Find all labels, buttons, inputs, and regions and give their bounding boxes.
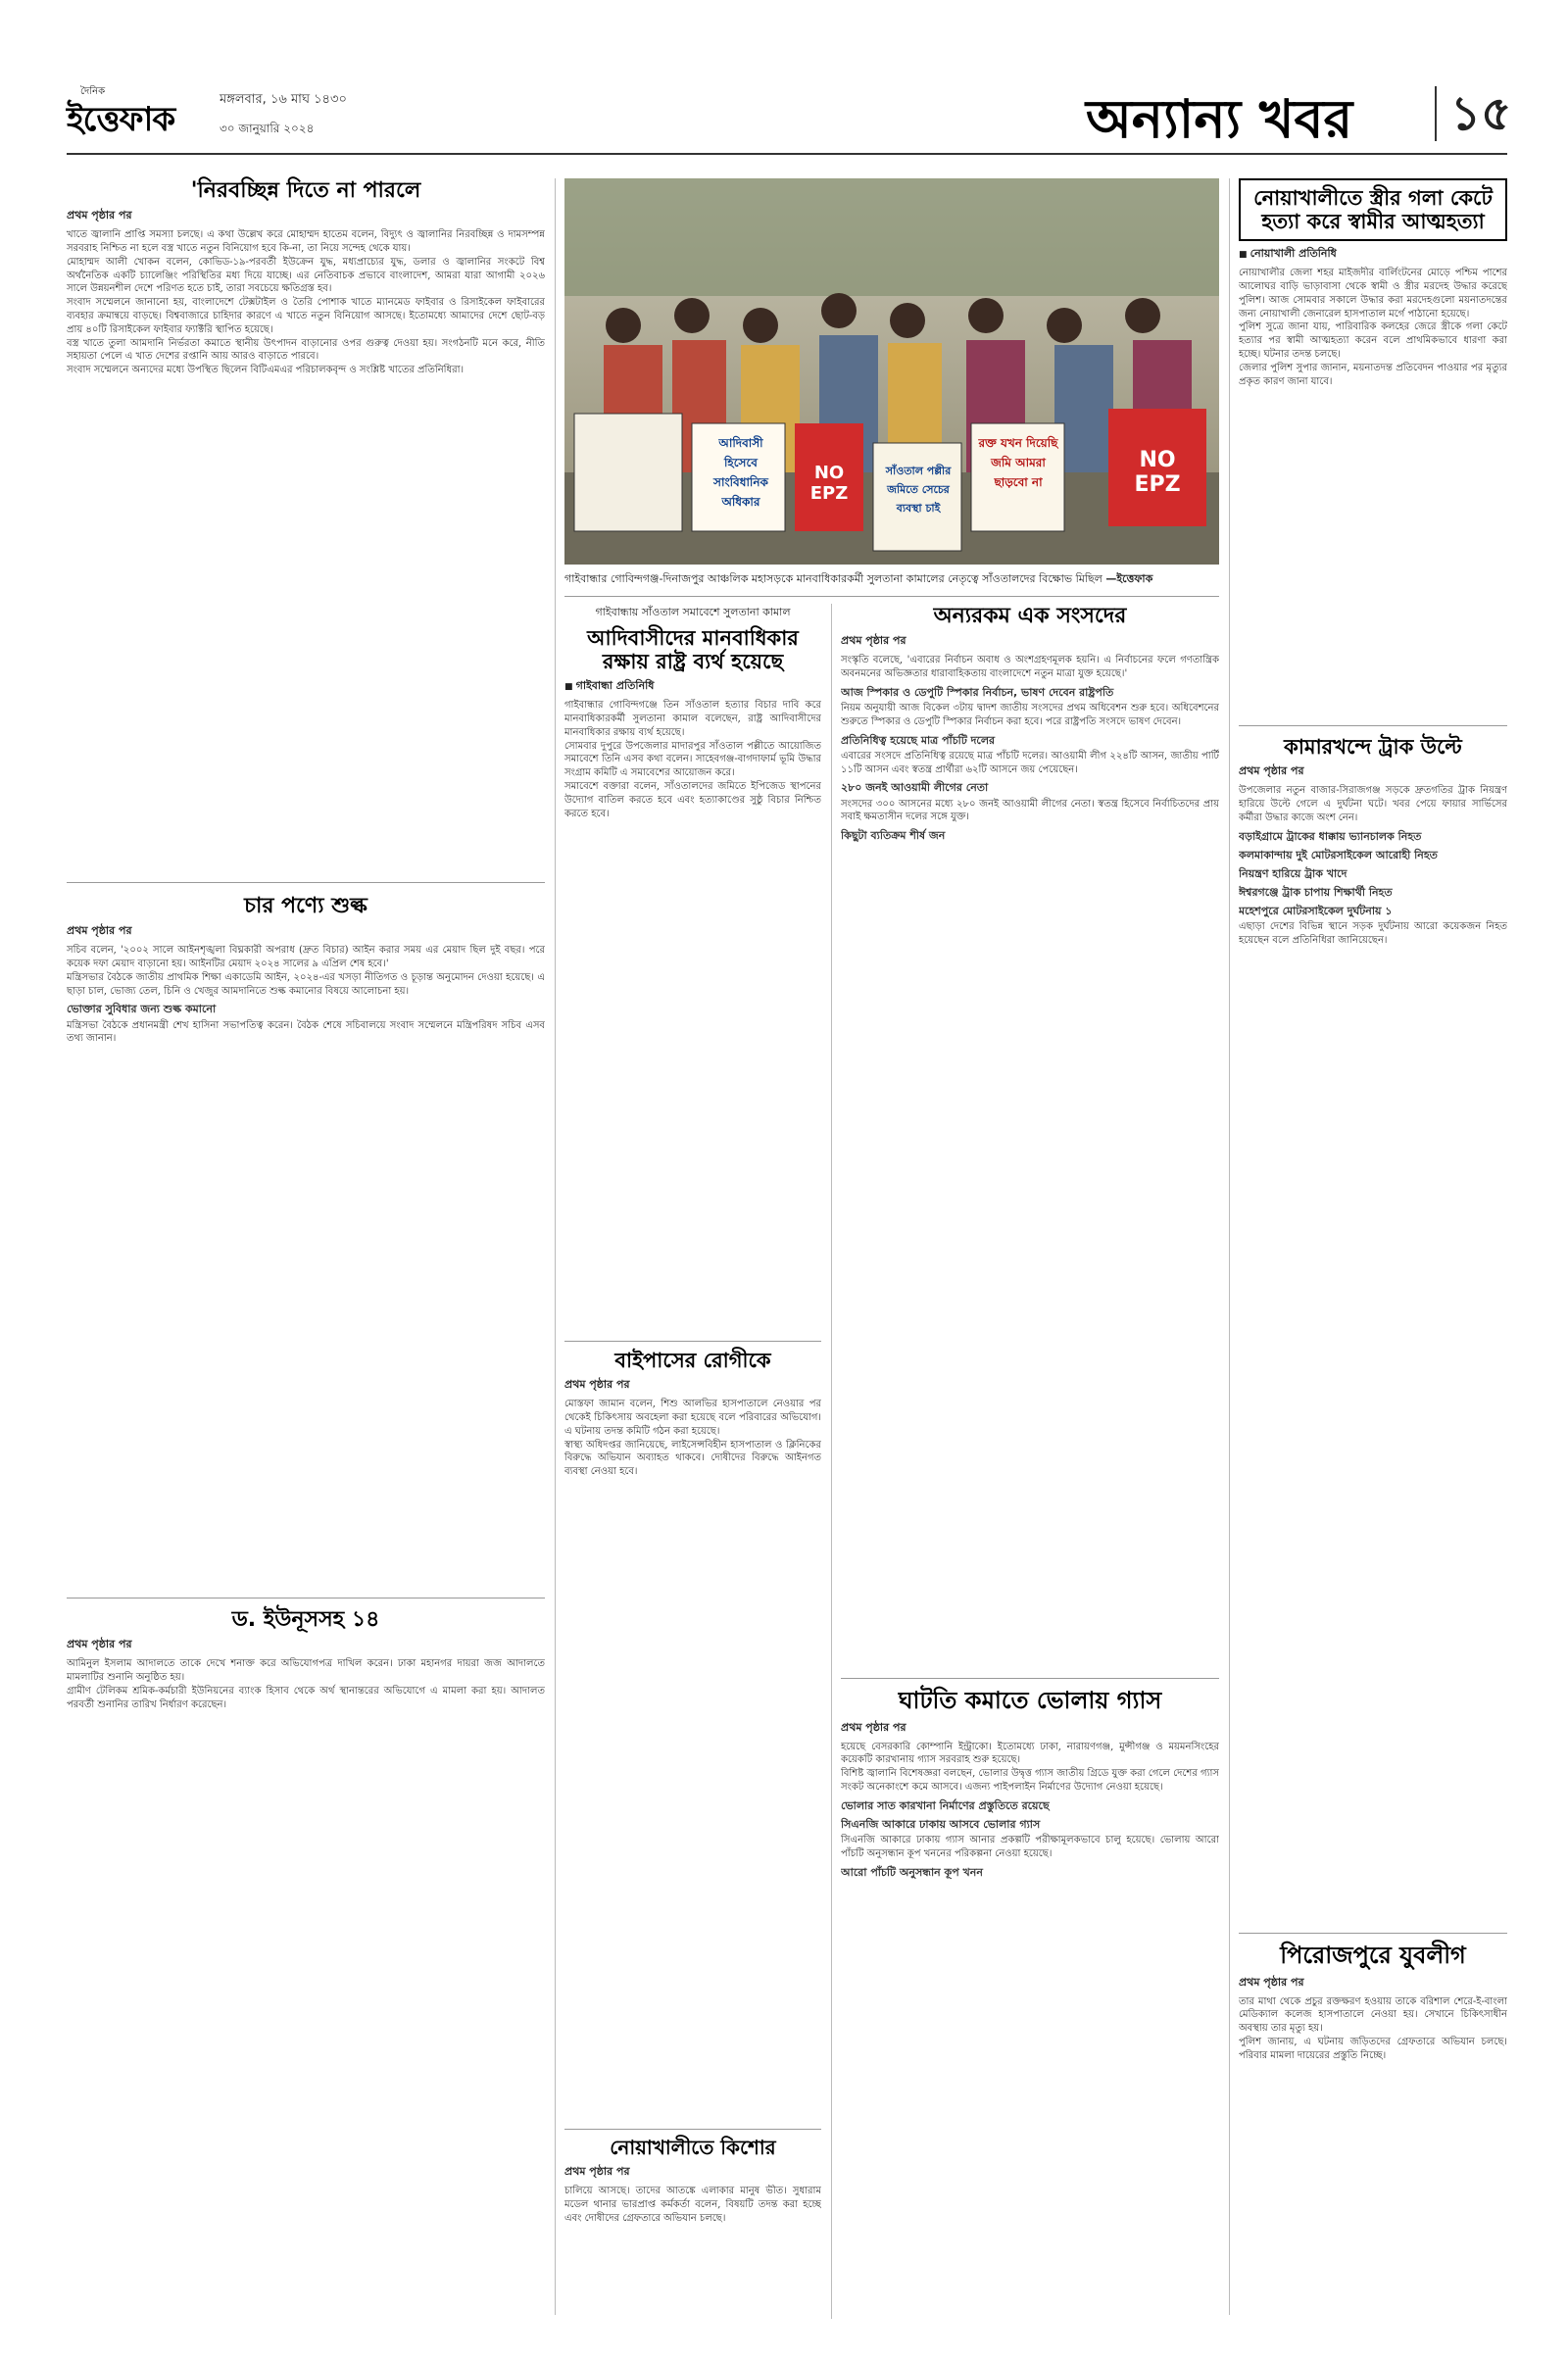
page-number: ১৫	[1450, 86, 1512, 141]
separator	[1239, 1933, 1507, 1934]
paragraph: নোয়াখালীর জেলা শহর মাইজদীর বার্লিংটনের মোড়ে পশ্চিম পাশের আলোঘর বাড়ি ভাড়াবাসা থেকে স্বামী ও স্ত্রীর মরদেহ উদ্ধার করেছে পুলিশ। আজ সোমবার সকালে উদ্ধার করা মরদেহগুলো ময়নাতদন্তের জন্য নোয়াখালী জেনারেল হাসপাতাল মর্গে পাঠানো হয়েছে।	[1239, 268, 1507, 320]
column-rule	[1229, 178, 1230, 2315]
continued-label: প্রথম পৃষ্ঠার পর	[67, 1638, 132, 1651]
paragraph: সোমবার দুপুরে উপজেলার মাদারপুর সাঁওতাল পল্লীতে আয়োজিত সমাবেশে তিনি এসব কথা বলেন। সাহেবগঞ্জ-বাগদাফার্ম ভূমি উদ্ধার সংগ্রাম কমিটি এ সমাবেশের আয়োজন করে।	[564, 740, 821, 779]
continued-label: প্রথম পৃষ্ঠার পর	[1239, 1975, 1304, 1989]
logo-small-text: দৈনিক	[80, 86, 106, 97]
banner-text: আদিবাসী হিসেবে সাংবিধানিক অধিকার	[713, 436, 768, 509]
paragraph: বস্ত্র খাতে তুলা আমদানি নির্ভরতা কমাতে স্থানীয় উৎপাদন বাড়ানোর ওপর গুরুত্ব দেওয়া হয়। সংগঠনটি মনে করে, নীতি সহায়তা পেলে এ খাত দেশের রপ্তানি আয় আরও বাড়াতে পারবে।	[67, 337, 545, 363]
headline-char-ponno: চার পণ্যে শুল্ক	[244, 894, 368, 918]
continued-label: প্রথম পৃষ্ঠার পর	[841, 1720, 906, 1734]
separator	[564, 596, 1219, 597]
article-noakhali-stri	[1239, 178, 1507, 678]
continued-label: প্রথম পৃষ্ঠার পর	[564, 2165, 630, 2178]
paragraph: পুলিশ জানায়, এ ঘটনায় জড়িতদের গ্রেফতারে অভিযান চলছে। পরিবার মামলা দায়েরের প্রস্তুতি নিচ্ছে।	[1239, 2036, 1507, 2061]
subhead: ২৮০ জনই আওয়ামী লীগের নেতা	[841, 781, 989, 795]
subhead: আজ স্পিকার ও ডেপুটি স্পিকার নির্বাচন, ভাষণ দেবেন রাষ্ট্রপতি	[841, 685, 1114, 699]
subhead: প্রতিনিধিত্ব হয়েছে মাত্র পাঁচটি দলের	[841, 733, 996, 747]
logo-main-text: ইত্তেফাক	[67, 100, 175, 139]
headline-noakhali-stri: নোয়াখালীতে স্ত্রীর গলা কেটে হত্যা করে স্বামীর আত্মহত্যা	[1239, 178, 1507, 241]
paragraph: খাতে জ্বালানি প্রাপ্তি সমস্যা চলছে। এ কথা উল্লেখ করে মোহাম্মদ হাতেম বলেন, বিদ্যুৎ ও জ্বালানির নিরবচ্ছিন্ন ও দামসম্পন্ন সরবরাহ নিশ্চিত না হলে বস্ত্র খাতে নতুন বিনিয়োগ হবে কি-না, তা নিয়ে সন্দেহ থেকে যায়।	[67, 229, 545, 255]
paragraph: এবারের সংসদে প্রতিনিধিত্ব রয়েছে মাত্র পাঁচটি দলের। আওয়ামী লীগ ২২৪টি আসন, জাতীয় পার্টি ১১টি আসন এবং স্বতন্ত্র প্রার্থীরা ৬২টি আসনে জয় পেয়েছেন।	[841, 750, 1219, 775]
paragraph: হয়েছে বেসরকারি কোম্পানি ইন্ট্রাকো। ইতোমধ্যে ঢাকা, নারায়ণগঞ্জ, মুন্সীগঞ্জ ও ময়মনসিংহের কয়েকটি কারখানায় গ্যাস সরবরাহ শুরু হয়েছে।	[841, 1741, 1219, 1766]
article-adibasi	[564, 604, 821, 1306]
article-pirojpur	[1239, 1943, 1507, 2329]
article-volay-gas	[841, 1688, 1219, 2329]
date-english: ৩০ জানুয়ারি ২০২৪	[220, 122, 315, 135]
article-body-nirobicchinno	[67, 228, 545, 905]
section-title: অন্যান্য খবর	[1086, 88, 1353, 150]
headline-onnorokom: অন্যরকম এক সংসদের	[933, 604, 1127, 628]
protest-photo	[564, 178, 1219, 565]
article-body-volay-gas	[841, 1741, 1219, 2329]
paragraph: এছাড়া দেশের বিভিন্ন স্থানে সড়ক দুর্ঘটনায় আরো কয়েকজন নিহত হয়েছেন বলে প্রতিনিধিরা জানিয়েছেন।	[1239, 921, 1507, 947]
byline: ■ গাইবান্ধা প্রতিনিধি	[564, 677, 821, 696]
banner-text: সাঁওতাল পল্লীর জমিতে সেচের ব্যবস্থা চাই	[885, 465, 952, 515]
paragraph: পুলিশ সুত্রে জানা যায়, পারিবারিক কলহের জেরে স্ত্রীকে গলা কেটে হত্যার পর স্বামী আত্মহত্যা করেন বলে প্রাথমিকভাবে ধারণা করা হচ্ছে। ঘটনার তদন্ত চলছে।	[1239, 321, 1507, 361]
subhead: কিছুটা ব্যতিক্রম শীর্ষ জন	[841, 829, 946, 843]
banner-text: NO EPZ	[1134, 448, 1181, 497]
subhead: নিয়ন্ত্রণ হারিয়ে ট্রাক খাদে	[1239, 866, 1348, 880]
separator	[564, 1341, 821, 1342]
paragraph: নিয়ম অনুযায়ী আজ বিকেল ৩টায় দ্বাদশ জাতীয় সংসদের প্রথম অধিবেশন শুরু হবে। অধিবেশনের শুরুতে স্পিকার ও ডেপুটি স্পিকার নির্বাচন করা হবে। পরে রাষ্ট্রপতি সংসদে ভাষণ দেবেন।	[841, 703, 1219, 727]
article-noakhali-kishor	[564, 2137, 821, 2332]
headline-younus: ড. ইউনূসসহ ১৪	[231, 1607, 380, 1632]
article-body-pirojpur	[1239, 1995, 1507, 2329]
subhead: বড়াইগ্রামে ট্রাকের ধাক্কায় ভ্যানচালক নিহত	[1239, 829, 1422, 843]
headline-adibasi: আদিবাসীদের মানবাধিকার রক্ষায় রাষ্ট্র ব্যর্থ হয়েছে	[587, 626, 799, 674]
headline-kamarkhonde: কামারখন্দে ট্রাক উল্টে	[1284, 735, 1462, 759]
masthead-divider	[1435, 86, 1437, 141]
byline: ■ নোয়াখালী প্রতিনিধি	[1239, 245, 1507, 264]
newspaper-logo	[67, 84, 204, 139]
subhead: ভোলার সাত কারখানা নির্মাণের প্রস্তুতিতে রয়েছে	[841, 1798, 1050, 1812]
article-body-char-ponno	[67, 944, 545, 1610]
column-rule	[831, 604, 832, 2319]
article-onnorokom	[841, 604, 1219, 1673]
photo-caption	[564, 570, 1219, 589]
continued-label: প্রথম পৃষ্ঠার পর	[564, 1378, 630, 1392]
continued-label: প্রথম পৃষ্ঠার পর	[841, 634, 906, 648]
headline-pirojpur: পিরোজপুরে যুবলীগ	[1280, 1942, 1466, 1969]
photo-credit: —ইত্তেফাক	[1105, 572, 1153, 585]
article-body-noakhali-stri	[1239, 267, 1507, 678]
paragraph: সংবাদ সম্মেলনে জানানো হয়, বাংলাদেশে টেক্সটাইল ও তৈরি পোশাক খাতে ম্যানমেড ফাইবার ও রিসাইকেল ফাইবারের ব্যবহার ক্রমান্বয়ে বাড়ছে। বিশ্ববাজারে চাহিদার কারণে এ খাতে নতুন বিনিয়োগ আসছে। ইতোমধ্যে আমাদের দেশে ছোট-বড় প্রায় ৪০টি রিসাইকেল ফাইবার ফ্যাক্টরি স্থাপিত হয়েছে।	[67, 297, 545, 335]
banner-text: রক্ত যখন দিয়েছি জমি আমরা ছাড়বো না	[978, 436, 1058, 489]
headline-nirobicchinno: 'নিরবচ্ছিন্ন দিতে না পারলে	[190, 178, 421, 203]
paragraph: গ্রামীণ টেলিকম শ্রমিক-কর্মচারী ইউনিয়নের ব্যাংক হিসাব থেকে অর্থ স্থানান্তরের অভিযোগে এ মামলা করা হয়। আদালত পরবর্তী শুনানির তারিখ নির্ধারণ করেছেন।	[67, 1685, 545, 1710]
date-bangla: মঙ্গলবার, ১৬ মাঘ ১৪৩০	[220, 92, 347, 107]
paragraph: মন্ত্রিসভা বৈঠকে প্রধানমন্ত্রী শেখ হাসিনা সভাপতিত্ব করেন। বৈঠক শেষে সচিবালয়ে সংবাদ সম্মেলনে মন্ত্রিপরিষদ সচিব এসব তথ্য জানান।	[67, 1019, 545, 1045]
paragraph: মোহাম্মদ আলী খোকন বলেন, কোভিড-১৯-পরবর্তী ইউক্রেন যুদ্ধ, মধ্যপ্রাচ্যের যুদ্ধ, ডলার ও জ্বালানির সংকটে বিশ্ব অর্থনৈতিক একটি চ্যালেঞ্জিং পরিস্থিতির মধ্য দিয়ে যাচ্ছে। এর নেতিবাচক প্রভাবে বাংলাদেশ, আমরা যারা আগামী ২০২৬ সালে উন্নয়নশীল দেশে পরিণত হতে চাই, তারা সবচেয়ে ক্ষতিগ্রস্ত হব।	[67, 256, 545, 295]
paragraph: সংবাদ সম্মেলনে অন্যদের মধ্যে উপস্থিত ছিলেন বিটিএমএর পরিচালকবৃন্দ ও সংশ্লিষ্ট খাতের প্রতিনিধিরা।	[67, 365, 465, 376]
paragraph: চালিয়ে আসছে। তাদের আতঙ্কে এলাকার মানুষ ভীত। সুধারাম মডেল থানার ভারপ্রাপ্ত কর্মকর্তা বলেন, বিষয়টি তদন্ত করা হচ্ছে এবং দোষীদের গ্রেফতারে অভিযান চলছে।	[564, 2186, 821, 2224]
continued-label: প্রথম পৃষ্ঠার পর	[1239, 764, 1304, 778]
separator	[841, 1678, 1219, 1679]
column-left-char-ponno	[67, 894, 545, 1610]
paragraph: সিএনজি আকারে ঢাকায় গ্যাস আনার প্রকল্পটি পরীক্ষামূলকভাবে চালু হয়েছে। ভোলায় আরো পাঁচটি অনুসন্ধান কূপ খননের পরিকল্পনা নেওয়া হয়েছে।	[841, 1835, 1219, 1859]
article-body-noakhali-kishor	[564, 2185, 821, 2332]
subhead: আরো পাঁচটি অনুসন্ধান কূপ খনন	[841, 1865, 983, 1879]
article-baiposh	[564, 1349, 821, 2142]
kicker: গাইবান্ধায় সাঁওতাল সমাবেশে সুলতানা কামাল	[595, 606, 791, 618]
paragraph: সংস্কৃতি বলেছে, 'এবারের নির্বাচন অবাধ ও অংশগ্রহণমূলক হয়নি। এ নির্বাচনের ফলে গণতান্ত্রিক অবনমনের অভিজ্ঞতার ধারাবাহিকতায় বাংলাদেশে নতুন মাত্রা যুক্ত হয়েছে।'	[841, 655, 1219, 680]
masthead	[67, 76, 1512, 155]
caption-text: গাইবান্ধার গোবিন্দগঞ্জ-দিনাজপুর আঞ্চলিক মহাসড়কে মানবাধিকারকর্মী সুলতানা কামালের নেতৃত্বে সাঁওতালদের বিক্ষোভ মিছিল	[564, 572, 1102, 585]
article-kamarkhonde	[1239, 735, 1507, 1931]
paragraph: উপজেলার নতুন বাজার-সিরাজগঞ্জ সড়কে দ্রুতগতির ট্রাক নিয়ন্ত্রণ হারিয়ে উল্টে গেলে এ দুর্ঘটনা ঘটে। খবর পেয়ে ফায়ার সার্ভিসের কর্মীরা উদ্ধার কাজে অংশ নেন।	[1239, 785, 1507, 823]
paragraph: বিশিষ্ট জ্বালানি বিশেষজ্ঞরা বলছেন, ভোলার উদ্বৃত্ত গ্যাস জাতীয় গ্রিডে যুক্ত করা গেলে দেশের গ্যাস সংকট অনেকাংশে কমে আসবে। এজন্য পাইপলাইন নির্মাণের উদ্যোগ নেওয়া হয়েছে।	[841, 1768, 1219, 1793]
column-left	[67, 178, 545, 905]
separator	[67, 882, 545, 883]
column-rule	[555, 178, 556, 2315]
article-body-younus	[67, 1657, 545, 2334]
paragraph: মোস্তফা জামান বলেন, শিশু আলভির হাসপাতালে নেওয়ার পর থেকেই চিকিৎসায় অবহেলা করা হয়েছে বলে পরিবারের অভিযোগ। এ ঘটনায় তদন্ত কমিটি গঠন করা হয়েছে।	[564, 1399, 821, 1437]
article-body-baiposh	[564, 1398, 821, 2142]
paragraph: সমাবেশে বক্তারা বলেন, সাঁওতালদের জমিতে ইপিজেড স্থাপনের উদ্যোগ বাতিল করতে হবে এবং হত্যাকাণ্ডের সুষ্ঠু বিচার নিশ্চিত করতে হবে।	[564, 781, 821, 819]
subhead: মহেশপুরে মোটরসাইকেল দুর্ঘটনায় ১	[1239, 905, 1393, 918]
article-body-onnorokom	[841, 654, 1219, 1673]
article-body-adibasi	[564, 699, 821, 1306]
paragraph: আমিনুল ইসলাম আদালতে তাকে দেখে শনাক্ত করে অভিযোগপত্র দাখিল করেন। ঢাকা মহানগর দায়রা জজ আদালতে মামলাটির শুনানি অনুষ্ঠিত হয়।	[67, 1658, 545, 1684]
separator	[1239, 725, 1507, 726]
headline-baiposh: বাইপাসের রোগীকে	[614, 1349, 771, 1372]
subhead: কলমাকান্দায় দুই মোটরসাইকেল আরোহী নিহত	[1239, 848, 1438, 861]
paragraph: গাইবান্ধার গোবিন্দগঞ্জে তিন সাঁওতাল হত্যার বিচার দাবি করে মানবাধিকারকর্মী সুলতানা কামাল বলেছেন, রাষ্ট্র আদিবাসীদের মানবাধিকার রক্ষায় ব্যর্থ হয়েছে।	[564, 700, 821, 738]
article-body-kamarkhonde	[1239, 784, 1507, 1931]
dateline	[220, 90, 347, 140]
paragraph: সংসদের ৩০০ আসনের মধ্যে ২৮০ জনই আওয়ামী লীগের নেতা। স্বতন্ত্র হিসেবে নির্বাচিতদের প্রায় সবাই ক্ষমতাসীন দলের সঙ্গে যুক্ত।	[841, 798, 1219, 823]
separator	[67, 1598, 545, 1599]
separator	[564, 2129, 821, 2130]
headline-volay-gas: ঘাটতি কমাতে ভোলায় গ্যাস	[898, 1687, 1162, 1714]
paragraph: মন্ত্রিসভার বৈঠকে জাতীয় প্রাথমিক শিক্ষা একাডেমি আইন, ২০২৪-এর খসড়া নীতিগত ও চূড়ান্ত অনুমোদন দেওয়া হয়েছে। এ ছাড়া চাল, ভোজ্য তেল, চিনি ও খেজুর আমদানিতে শুল্ক কমানোর বিষয়ে আলোচনা হয়।	[67, 971, 545, 997]
paragraph: সচিব বলেন, '২০০২ সালে আইনশৃঙ্খলা বিঘ্নকারী অপরাধ (দ্রুত বিচার) আইন করার সময় এর মেয়াদ ছিল দুই বছর। পরে কয়েক দফা মেয়াদ বাড়ানো হয়। আইনটির মেয়াদ ২০২৪ সালের ৯ এপ্রিল শেষ হবে।'	[67, 945, 545, 970]
subhead: ভোক্তার সুবিধার জন্য শুল্ক কমানো	[67, 1003, 217, 1016]
headline-noakhali-kishor: নোয়াখালীতে কিশোর	[610, 2136, 776, 2159]
column-left-younus	[67, 1607, 545, 2334]
banner-text: NO EPZ	[809, 463, 849, 504]
continued-label: প্রথম পৃষ্ঠার পর	[67, 209, 132, 222]
paragraph: জেলার পুলিশ সুপার জানান, ময়নাতদন্ত প্রতিবেদন পাওয়ার পর মৃত্যুর প্রকৃত কারণ জানা যাবে।	[1239, 362, 1507, 387]
paragraph: স্বাস্থ্য অধিদপ্তর জানিয়েছে, লাইসেন্সবিহীন হাসপাতাল ও ক্লিনিকের বিরুদ্ধে অভিযান অব্যাহত থাকবে। দোষীদের বিরুদ্ধে আইনগত ব্যবস্থা নেওয়া হবে।	[564, 1439, 821, 1478]
paragraph: তার মাথা থেকে প্রচুর রক্তক্ষরণ হওয়ায় তাকে বরিশাল শেরে-ই-বাংলা মেডিক্যাল কলেজ হাসপাতালে নেওয়া হয়। সেখানে চিকিৎসাধীন অবস্থায় তার মৃত্যু হয়।	[1239, 1995, 1507, 2035]
subhead: সিএনজি আকারে ঢাকায় আসবে ভোলার গ্যাস	[841, 1817, 1041, 1831]
subhead: ঈশ্বরগঞ্জে ট্রাক চাপায় শিক্ষার্থী নিহত	[1239, 886, 1393, 900]
continued-label: প্রথম পৃষ্ঠার পর	[67, 924, 132, 938]
